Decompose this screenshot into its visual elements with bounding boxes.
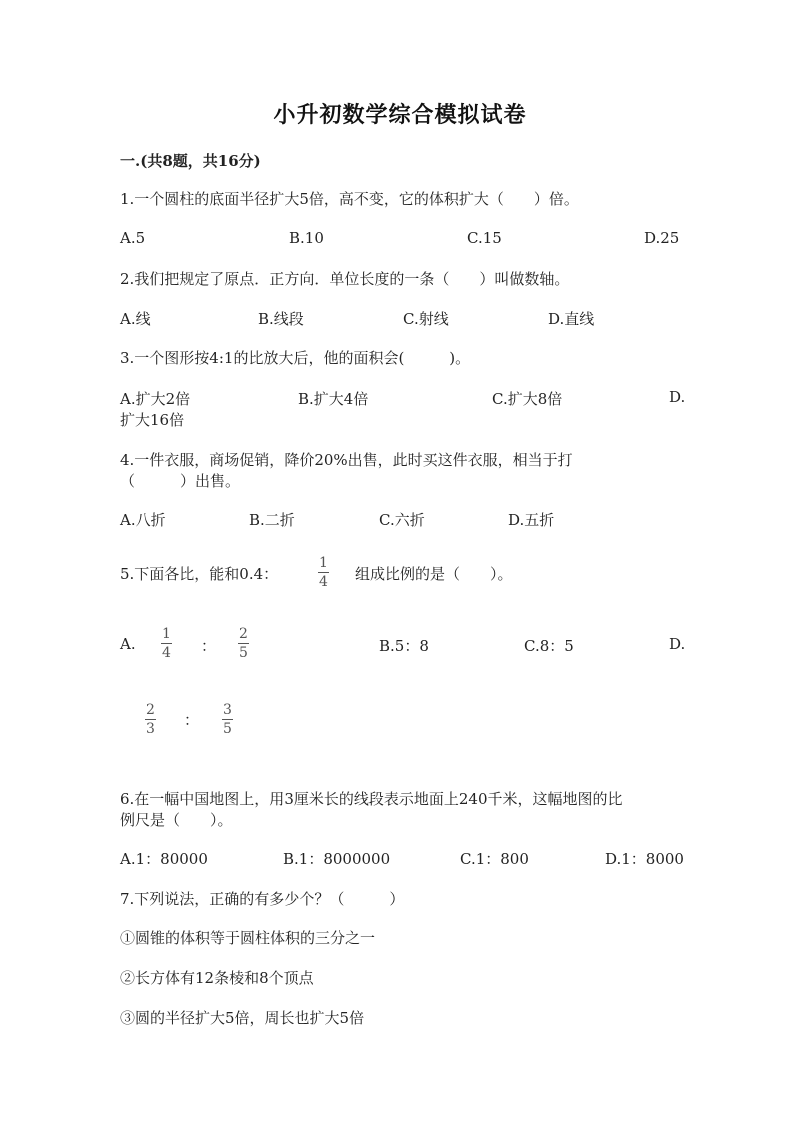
q3-option-d-text: 扩大16倍 [120,411,185,429]
q5-option-d-fraction-2 [222,703,233,737]
q7-statement-1: ①圆锥的体积等于圆柱体积的三分之一 [120,929,376,947]
question-1-stem: 1.一个圆柱的底面半径扩大5倍，高不变，它的体积扩大（ ）倍。 [120,190,579,208]
q1-option-c: C.15 [467,229,502,247]
q4-option-d: D.五折 [508,511,555,529]
q6-option-b: B.1：8000000 [283,850,391,868]
fraction-numerator: 2 [239,626,248,642]
q6-option-a: A.1：80000 [120,850,208,868]
question-4-stem-line1: 4.一件衣服，商场促销，降价20%出售，此时买这件衣服，相当于打 [120,451,573,469]
q7-statement-3: ③圆的半径扩大5倍，周长也扩大5倍 [120,1009,365,1027]
q2-option-d: D.直线 [548,310,595,328]
fraction-denominator: 4 [319,574,328,590]
q5-option-d-label: D. [669,635,686,653]
q4-option-b: B.二折 [249,511,295,529]
q5-option-d-fraction-1 [145,703,156,737]
page-title: 小升初数学综合模拟试卷 [273,102,527,128]
fraction-bar [145,719,156,720]
fraction-numerator: 3 [223,702,232,718]
question-5-stem-end: 组成比例的是（ ）。 [355,565,513,583]
fraction-denominator: 5 [223,721,232,737]
fraction-denominator: 4 [162,645,171,661]
q5-option-a-colon: ： [201,637,217,655]
fraction-bar [161,643,172,644]
q6-option-c: C.1：800 [460,850,529,868]
fraction-numerator: 1 [162,626,171,642]
q5-option-d-colon: ： [184,711,200,729]
q5-stem-fraction [318,556,329,590]
q3-option-d: D. [669,388,686,406]
q2-option-c: C.射线 [403,310,449,328]
q3-option-a: A.扩大2倍 [120,390,191,408]
fraction-numerator: 1 [319,555,328,571]
q5-option-a-fraction-2 [238,627,249,661]
fraction-denominator: 3 [146,721,155,737]
fraction-bar [238,643,249,644]
question-4-stem-line2: （ ）出售。 [120,472,241,490]
question-5-stem: 5.下面各比，能和0.4： [120,565,279,583]
q4-option-c: C.六折 [379,511,425,529]
q4-option-a: A.八折 [120,511,166,529]
fraction-denominator: 5 [239,645,248,661]
q5-option-a-fraction-1 [161,627,172,661]
q3-option-b: B.扩大4倍 [298,390,369,408]
question-2-stem: 2.我们把规定了原点．正方向．单位长度的一条（ ）叫做数轴。 [120,270,570,288]
q2-option-b: B.线段 [258,310,304,328]
question-6-stem-line1: 6.在一幅中国地图上，用3厘米长的线段表示地面上240千米，这幅地图的比 [120,790,623,808]
question-7-stem: 7.下列说法，正确的有多少个？（ ） [120,890,405,908]
fraction-bar [318,572,329,573]
fraction-numerator: 2 [146,702,155,718]
fraction-bar [222,719,233,720]
q1-option-d: D.25 [644,229,680,247]
question-6-stem-line2: 例尺是（ ）。 [120,811,233,829]
q2-option-a: A.线 [120,310,151,328]
q1-option-b: B.10 [289,229,324,247]
q6-option-d: D.1：8000 [605,850,684,868]
q7-statement-2: ②长方体有12条棱和8个顶点 [120,969,314,987]
q5-option-a-label: A. [120,635,136,653]
q5-option-b: B.5：8 [379,637,429,655]
q3-option-c: C.扩大8倍 [492,390,563,408]
section-heading: 一.(共8题，共16分) [120,152,261,170]
question-3-stem: 3.一个图形按4:1的比放大后，他的面积会( )。 [120,349,471,367]
q1-option-a: A.5 [120,229,146,247]
q5-option-c: C.8：5 [524,637,574,655]
